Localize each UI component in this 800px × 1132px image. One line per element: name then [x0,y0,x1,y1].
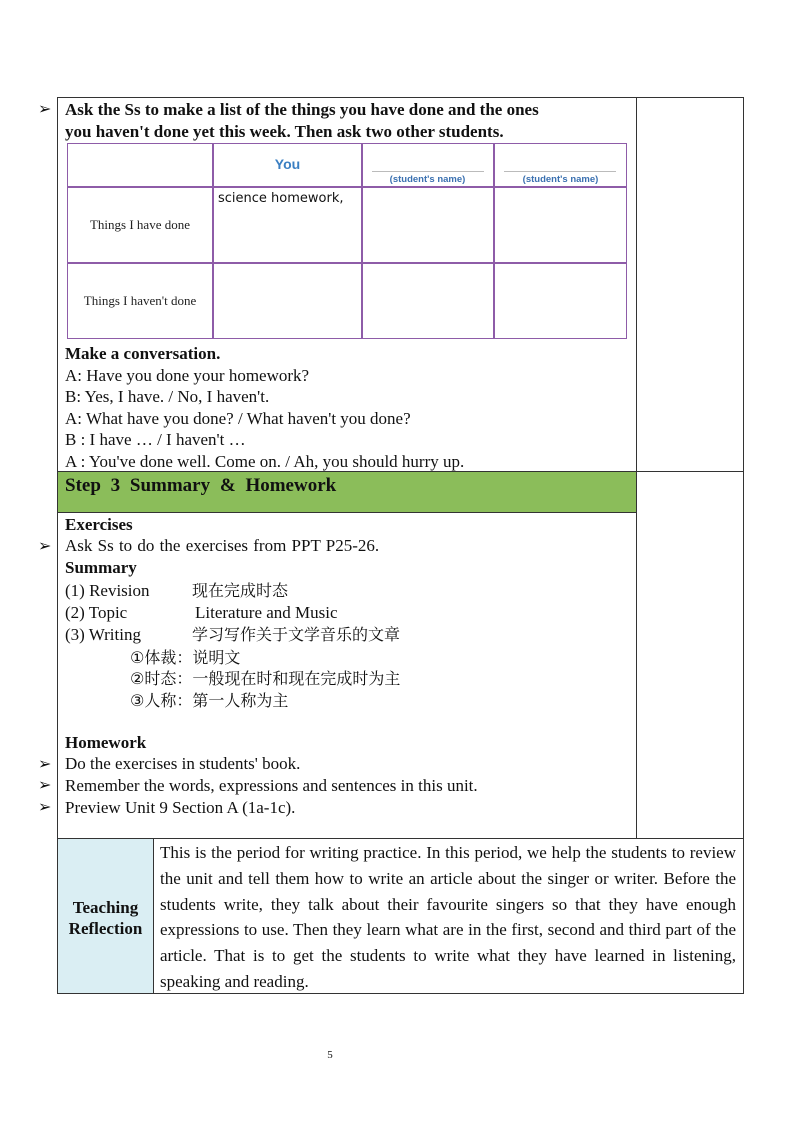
bullet-arrow-icon: ➢ [38,775,52,794]
task-line-1: Ask the Ss to make a list of the things you have done and the ones [65,100,539,119]
inner-col-divider [361,143,363,339]
reflection-label [58,897,153,939]
summary-value: 学习写作关于文学音乐的文章 [192,625,401,644]
homework-title: Homework [65,733,147,752]
step-3-title: Step 3 Summary & Homework [65,475,337,496]
summary-subitem: ③人称：第一人称为主 [130,691,289,710]
conversation-line: A: What have you done? / What haven't you done? [65,409,411,428]
conversation-line: B: Yes, I have. / No, I haven't. [65,387,270,406]
table-row-divider [57,838,744,839]
inner-row-divider [67,262,627,264]
inner-row-divider [67,186,627,188]
summary-subitem: ②时态：一般现在时和现在完成时为主 [130,669,401,688]
homework-item: Preview Unit 9 Section A (1a-1c). [65,798,296,817]
reflection-column-divider [153,839,154,994]
summary-subitem: ①体裁：说明文 [130,648,241,667]
inner-col-divider [493,143,495,339]
homework-item: Do the exercises in students' book. [65,754,301,773]
student-name-line [504,171,616,172]
column-header-student-1: (student's name) [389,174,466,185]
summary-label: (1) Revision [65,581,150,600]
summary-title: Summary [65,558,137,577]
homework-item: Remember the words, expressions and sentences in this unit. [65,776,478,795]
cell-you-have-done: science homework, [218,191,344,206]
column-header-you: You [274,156,301,172]
page-number: 5 [327,1049,333,1061]
reflection-label-line: Teaching [72,898,139,917]
column-header-student-2: (student's name) [522,174,599,185]
bullet-arrow-icon: ➢ [38,99,52,118]
exercises-item: Ask Ss to do the exercises from PPT P25-26. [65,536,380,555]
bullet-arrow-icon: ➢ [38,754,52,773]
bullet-arrow-icon: ➢ [38,797,52,816]
conversation-title: Make a conversation. [65,344,221,363]
inner-col-divider [212,143,214,339]
reflection-label-line: Reflection [68,919,143,938]
conversation-line: A: Have you done your homework? [65,366,310,385]
conversation-line: A : You've done well. Come on. / Ah, you should hurry up. [65,452,465,471]
bullet-arrow-icon: ➢ [38,536,52,555]
summary-value: 现在完成时态 [192,581,289,600]
table-column-divider [636,97,637,839]
things-done-table [67,143,627,339]
exercises-title: Exercises [65,515,133,534]
summary-label: (2) Topic [65,603,128,622]
table-row-divider [57,512,636,513]
student-name-line [372,171,484,172]
summary-label: (3) Writing [65,625,141,644]
row-label-have-done: Things I have done [89,217,190,232]
row-label-havent-done: Things I haven't done [83,293,197,308]
reflection-text: This is the period for writing practice. In this period, we help the students to review the unit and tell them how to write an article about the singer or writer. Before the students write, they talk about their favourite singers so that they have enough expressions to use. Then they learn what are in the first, second and third part of the article. That is to get the students to write what they have learned in listening, speaking and reading. [160,843,736,991]
task-line-2: you haven't done yet this week. Then ask two other students. [65,122,504,141]
conversation-line: B : I have … / I haven't … [65,430,246,449]
summary-value: Literature and Music [195,603,338,622]
